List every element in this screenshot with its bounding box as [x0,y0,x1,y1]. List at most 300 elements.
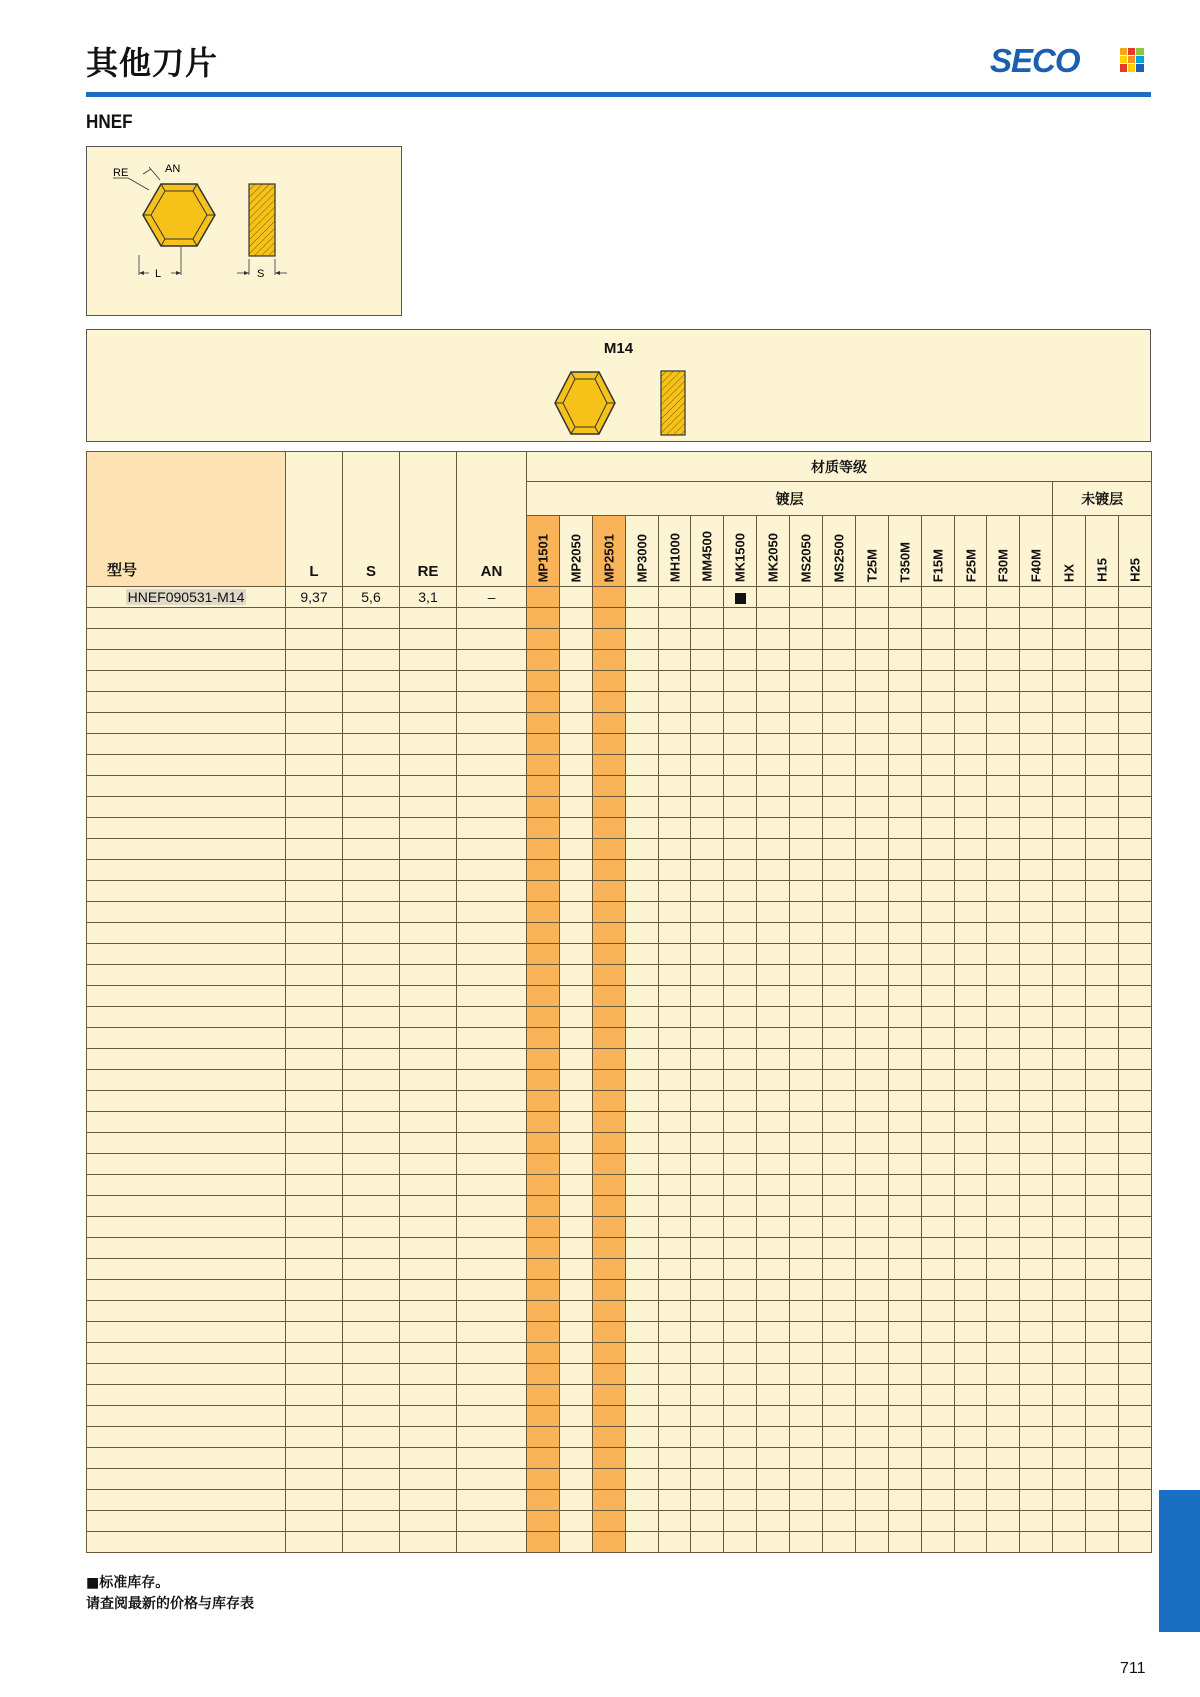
cell-l [286,671,343,692]
grade-cell-f30m [987,629,1020,650]
grade-cell-h25 [1119,1322,1152,1343]
grade-cell-t350m [888,902,921,923]
header-material-grades: 材质等级 [527,452,1152,482]
grade-cell-ms2500 [823,902,856,923]
cell-l [286,1238,343,1259]
cell-model [87,944,286,965]
grade-cell-mp2050 [559,1196,592,1217]
grade-cell-f15m [921,1217,954,1238]
grade-cell-mk2050 [757,1406,790,1427]
grade-cell-mh1000 [658,1049,691,1070]
grade-cell-f25m [954,965,987,986]
cell-s [343,902,400,923]
grade-cell-mh1000 [658,881,691,902]
grade-cell-mm4500 [691,776,724,797]
table-row [87,902,1152,923]
grade-cell-f30m [987,1406,1020,1427]
grade-cell-f30m [987,1154,1020,1175]
cell-s [343,1406,400,1427]
grade-cell-f40m [1020,986,1053,1007]
grade-cell-mp1501 [527,629,560,650]
grade-cell-mp2501 [592,1532,625,1553]
grade-cell-hx [1053,692,1086,713]
cell-l [286,1133,343,1154]
grade-cell-mp1501 [527,734,560,755]
grade-cell-mk2050 [757,881,790,902]
cell-s [343,1385,400,1406]
cell-re [400,797,457,818]
header-coated: 镀层 [527,482,1053,516]
cell-an [457,755,527,776]
cell-s [343,1007,400,1028]
grade-cell-f25m [954,1511,987,1532]
grade-cell-f25m [954,1133,987,1154]
cell-re [400,1406,457,1427]
grade-cell-mk2050 [757,650,790,671]
cell-model [87,1532,286,1553]
cell-s [343,1238,400,1259]
grade-cell-t350m [888,629,921,650]
grade-cell-f15m [921,1490,954,1511]
grade-cell-t25m [855,608,888,629]
cell-s [343,965,400,986]
cell-model [87,587,286,608]
grade-cell-mp3000 [625,671,658,692]
grade-cell-mp2501 [592,1091,625,1112]
grade-cell-mp3000 [625,1364,658,1385]
grade-cell-mm4500 [691,1532,724,1553]
grade-label: F25M [963,548,979,582]
grade-cell-mp3000 [625,1532,658,1553]
cell-an [457,1028,527,1049]
grade-cell-mp2050 [559,1112,592,1133]
grade-cell-ms2500 [823,944,856,965]
grade-cell-f25m [954,1007,987,1028]
grade-cell-ms2500 [823,1427,856,1448]
grade-cell-mm4500 [691,1490,724,1511]
grade-cell-ms2500 [823,965,856,986]
cell-an [457,965,527,986]
cell-l [286,1007,343,1028]
grade-cell-f25m [954,839,987,860]
grade-cell-f15m [921,671,954,692]
grade-cell-f40m [1020,1385,1053,1406]
grade-cell-ms2500 [823,734,856,755]
grade-cell-t25m [855,1427,888,1448]
grade-cell-mk2050 [757,692,790,713]
grade-cell-t350m [888,692,921,713]
grade-cell-t25m [855,692,888,713]
grade-cell-f25m [954,1406,987,1427]
grade-cell-ms2500 [823,1406,856,1427]
grade-cell-ms2050 [790,986,823,1007]
table-row [87,1364,1152,1385]
grade-cell-ms2050 [790,650,823,671]
cell-an [457,776,527,797]
cell-model [87,776,286,797]
grade-cell-mh1000 [658,944,691,965]
grade-cell-t25m [855,1301,888,1322]
cell-an [457,944,527,965]
grade-cell-f30m [987,1238,1020,1259]
cell-re [400,755,457,776]
cell-an [457,608,527,629]
cell-an [457,1448,527,1469]
cell-s [343,1511,400,1532]
grade-cell-mk2050 [757,1049,790,1070]
cell-model [87,818,286,839]
grade-cell-mm4500 [691,734,724,755]
table-row [87,629,1152,650]
grade-cell-h15 [1086,923,1119,944]
logo-mark-icon [1120,48,1144,72]
grade-label: HX [1061,563,1077,582]
grade-cell-mp2050 [559,1343,592,1364]
grade-cell-mh1000 [658,902,691,923]
grade-cell-hx [1053,1343,1086,1364]
grade-cell-hx [1053,1427,1086,1448]
grade-cell-mp2050 [559,1490,592,1511]
cell-an [457,1364,527,1385]
grade-cell-f15m [921,986,954,1007]
grade-cell-ms2050 [790,965,823,986]
cell-l [286,881,343,902]
grade-cell-f15m [921,1175,954,1196]
header-an: AN [457,452,527,587]
cell-an [457,713,527,734]
grade-cell-mm4500 [691,1322,724,1343]
grade-cell-mp2050 [559,1049,592,1070]
cell-re [400,1049,457,1070]
insert-dimension-drawing [87,147,403,317]
grade-cell-t25m [855,1049,888,1070]
grade-cell-mp1501 [527,1175,560,1196]
cell-s [343,1049,400,1070]
grade-cell-h25 [1119,1007,1152,1028]
grade-cell-mp2501 [592,1406,625,1427]
grade-cell-mh1000 [658,713,691,734]
grade-cell-hx [1053,608,1086,629]
grade-cell-hx [1053,860,1086,881]
cell-an [457,1490,527,1511]
grade-cell-h15 [1086,965,1119,986]
cell-l [286,1532,343,1553]
grade-cell-mm4500 [691,1280,724,1301]
cell-re [400,1217,457,1238]
cell-an [457,1133,527,1154]
grade-cell-mp3000 [625,1385,658,1406]
grade-cell-h25 [1119,755,1152,776]
cell-l [286,1322,343,1343]
cell-an [457,1406,527,1427]
grade-cell-mp1501 [527,944,560,965]
grade-cell-mp2050 [559,923,592,944]
grade-cell-t25m [855,1238,888,1259]
grade-cell-f30m [987,1385,1020,1406]
grade-cell-mp3000 [625,944,658,965]
grade-cell-ms2500 [823,1280,856,1301]
grade-cell-mm4500 [691,881,724,902]
grade-cell-mp2050 [559,1238,592,1259]
grade-cell-h25 [1119,1280,1152,1301]
geometry-label: M14 [603,340,634,357]
grade-cell-f40m [1020,671,1053,692]
grade-cell-f25m [954,713,987,734]
table-row [87,692,1152,713]
table-row [87,671,1152,692]
grade-cell-hx [1053,839,1086,860]
grade-cell-t350m [888,965,921,986]
grade-cell-f15m [921,1133,954,1154]
grade-cell-hx [1053,1448,1086,1469]
grade-cell-hx [1053,923,1086,944]
cell-an [457,1091,527,1112]
grade-cell-f30m [987,1469,1020,1490]
grade-cell-ms2050 [790,1406,823,1427]
grade-cell-f40m [1020,944,1053,965]
grade-cell-mk2050 [757,923,790,944]
grade-cell-mh1000 [658,860,691,881]
grade-cell-mk2050 [757,587,790,608]
table-row [87,1490,1152,1511]
grade-cell-f30m [987,1217,1020,1238]
grade-cell-mp2501 [592,629,625,650]
grade-cell-ms2050 [790,629,823,650]
grade-cell-f15m [921,1280,954,1301]
grade-cell-ms2050 [790,1175,823,1196]
grade-cell-mp3000 [625,1238,658,1259]
cell-l [286,944,343,965]
grade-cell-ms2500 [823,881,856,902]
grade-cell-mk2050 [757,1490,790,1511]
cell-model [87,860,286,881]
grade-cell-mp3000 [625,818,658,839]
cell-an [457,1469,527,1490]
grade-cell-t350m [888,1070,921,1091]
grade-header-ms2050 [790,516,823,587]
grade-cell-mm4500 [691,692,724,713]
grade-cell-mh1000 [658,671,691,692]
cell-s [343,881,400,902]
grade-cell-t350m [888,755,921,776]
grade-cell-t25m [855,1217,888,1238]
grade-cell-t25m [855,776,888,797]
grade-cell-f25m [954,1238,987,1259]
grade-cell-ms2500 [823,755,856,776]
grade-cell-f15m [921,650,954,671]
grade-cell-f30m [987,902,1020,923]
grade-cell-mp3000 [625,965,658,986]
grade-cell-mp2501 [592,713,625,734]
cell-re [400,1007,457,1028]
grade-cell-mp2050 [559,797,592,818]
cell-re [400,1238,457,1259]
grade-cell-mp1501 [527,1259,560,1280]
grade-cell-t25m [855,1175,888,1196]
grade-cell-h25 [1119,965,1152,986]
grade-cell-f15m [921,1364,954,1385]
grade-cell-mh1000 [658,1028,691,1049]
grade-cell-hx [1053,1406,1086,1427]
grade-cell-t350m [888,860,921,881]
grade-cell-ms2050 [790,1028,823,1049]
grade-cell-h15 [1086,1133,1119,1154]
grade-cell-t350m [888,1532,921,1553]
grade-cell-t25m [855,902,888,923]
grade-cell-t25m [855,1364,888,1385]
cell-s [343,1427,400,1448]
cell-an [457,1217,527,1238]
grade-cell-t350m [888,1196,921,1217]
grade-cell-f30m [987,713,1020,734]
grade-cell-ms2500 [823,1133,856,1154]
cell-re [400,1322,457,1343]
grade-cell-mp1501 [527,776,560,797]
table-row [87,1196,1152,1217]
grade-cell-f15m [921,1427,954,1448]
grade-cell-mk1500 [724,1133,757,1154]
grade-cell-mp3000 [625,1133,658,1154]
grade-cell-h25 [1119,1070,1152,1091]
cell-l [286,1385,343,1406]
grade-cell-mp3000 [625,776,658,797]
cell-model [87,1469,286,1490]
grade-cell-mp2050 [559,692,592,713]
grade-cell-mk2050 [757,1280,790,1301]
cell-l [286,818,343,839]
cell-s [343,1196,400,1217]
grade-cell-mp2501 [592,1259,625,1280]
grade-cell-mh1000 [658,650,691,671]
grade-cell-h15 [1086,1217,1119,1238]
grade-cell-hx [1053,902,1086,923]
grade-cell-h15 [1086,671,1119,692]
cell-re [400,1511,457,1532]
cell-an [457,1322,527,1343]
grade-cell-mk1500 [724,1532,757,1553]
grade-cell-h15 [1086,944,1119,965]
grade-cell-mp1501 [527,1049,560,1070]
grade-cell-t350m [888,839,921,860]
table-row [87,881,1152,902]
grade-cell-mh1000 [658,1091,691,1112]
grade-cell-mk1500 [724,1028,757,1049]
grade-cell-mp3000 [625,986,658,1007]
cell-s [343,1364,400,1385]
table-row [87,797,1152,818]
grade-cell-h15 [1086,608,1119,629]
grade-cell-mm4500 [691,1364,724,1385]
grade-cell-f15m [921,1112,954,1133]
grade-cell-mm4500 [691,965,724,986]
s-label: S [257,268,265,280]
cell-s [343,1469,400,1490]
cell-l [286,1406,343,1427]
grade-cell-mp2501 [592,734,625,755]
grade-header-h15 [1086,516,1119,587]
grade-cell-t350m [888,1154,921,1175]
grade-cell-mp2050 [559,1259,592,1280]
grade-cell-f25m [954,587,987,608]
grade-cell-f30m [987,776,1020,797]
grade-cell-h25 [1119,1028,1152,1049]
cell-an [457,1427,527,1448]
grade-cell-t25m [855,587,888,608]
grade-cell-f15m [921,881,954,902]
grade-cell-mp3000 [625,923,658,944]
cell-l [286,734,343,755]
grade-header-t25m [855,516,888,587]
grade-cell-mp2501 [592,1196,625,1217]
grade-cell-f30m [987,1490,1020,1511]
grade-cell-f30m [987,1091,1020,1112]
grade-cell-f30m [987,1070,1020,1091]
grade-cell-ms2050 [790,587,823,608]
grade-cell-ms2500 [823,1007,856,1028]
grade-cell-h25 [1119,629,1152,650]
cell-re [400,1154,457,1175]
grade-cell-f40m [1020,1196,1053,1217]
cell-s [343,1133,400,1154]
grade-cell-t25m [855,923,888,944]
grade-cell-ms2050 [790,1007,823,1028]
grade-cell-h25 [1119,713,1152,734]
grade-cell-f40m [1020,650,1053,671]
grade-cell-mh1000 [658,1490,691,1511]
cell-an [457,1049,527,1070]
grade-label: MK1500 [732,532,748,582]
m14-hexagon-shape [555,372,615,434]
grade-cell-h15 [1086,1238,1119,1259]
grade-cell-mp3000 [625,1112,658,1133]
grade-cell-mp1501 [527,1406,560,1427]
grade-cell-mh1000 [658,629,691,650]
cell-s [343,1280,400,1301]
grade-cell-mp3000 [625,1280,658,1301]
grade-cell-h25 [1119,1532,1152,1553]
cell-an [457,1280,527,1301]
grade-cell-mp2501 [592,1238,625,1259]
grade-cell-t25m [855,839,888,860]
grade-cell-mh1000 [658,776,691,797]
grade-cell-f15m [921,629,954,650]
cell-an [457,902,527,923]
cell-re [400,650,457,671]
grade-cell-mk2050 [757,986,790,1007]
grade-cell-f25m [954,1175,987,1196]
grade-cell-mm4500 [691,860,724,881]
grade-header-mm4500 [691,516,724,587]
grade-cell-mp3000 [625,1028,658,1049]
grade-cell-ms2050 [790,818,823,839]
grade-cell-mm4500 [691,1385,724,1406]
grade-cell-ms2500 [823,650,856,671]
cell-model [87,608,286,629]
grade-cell-mk1500 [724,1364,757,1385]
cell-l [286,965,343,986]
grade-cell-h15 [1086,1427,1119,1448]
grade-cell-f25m [954,692,987,713]
grade-cell-mp1501 [527,755,560,776]
grade-cell-mk1500 [724,860,757,881]
grade-cell-h25 [1119,797,1152,818]
grade-cell-h25 [1119,671,1152,692]
grade-cell-mh1000 [658,734,691,755]
grade-cell-mp2501 [592,986,625,1007]
grade-cell-mk2050 [757,839,790,860]
grade-cell-f25m [954,1217,987,1238]
table-row [87,713,1152,734]
